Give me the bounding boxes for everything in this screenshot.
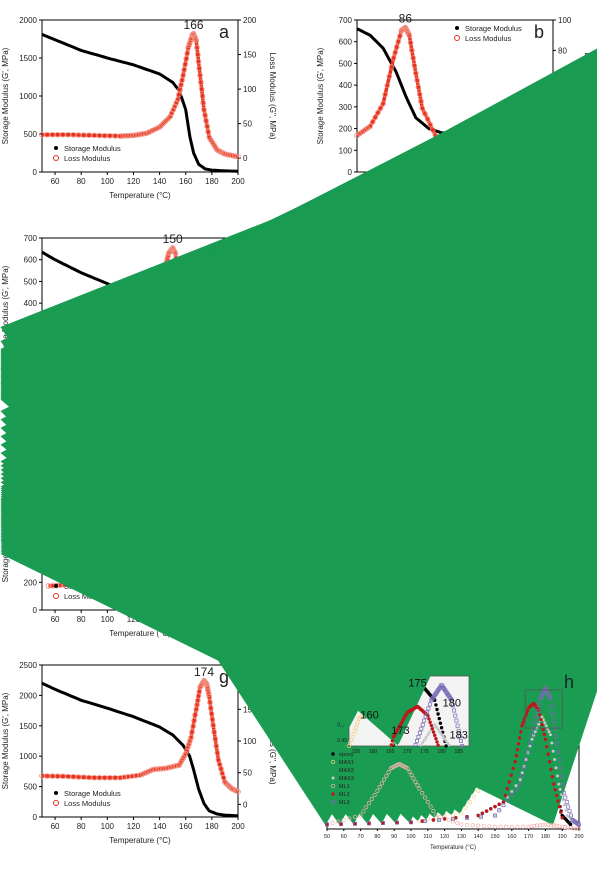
x-tick-label: 110 xyxy=(423,834,433,840)
x-tick-label: 60 xyxy=(340,834,347,840)
x-tick-label: 120 xyxy=(126,822,141,831)
data-point xyxy=(551,775,554,778)
y-left-tick-label: 1000 xyxy=(19,752,37,762)
inset-x-tick-label: 160 xyxy=(368,749,378,755)
x-tick-label: 180 xyxy=(205,822,219,831)
data-point xyxy=(539,718,542,721)
panel-h xyxy=(1,1,597,852)
data-point xyxy=(564,796,567,799)
data-point xyxy=(552,782,555,785)
y-left-axis-label: Storage Modulus (G', MPa) xyxy=(1,265,10,363)
y-right-tick-label: 150 xyxy=(243,50,257,60)
x-tick-label: 160 xyxy=(179,822,193,831)
x-tick-label: 170 xyxy=(524,834,534,840)
data-point xyxy=(557,783,560,786)
data-point xyxy=(443,817,446,820)
data-point xyxy=(427,717,430,720)
y-left-tick-label: 0 xyxy=(32,168,37,177)
data-point xyxy=(516,825,519,828)
data-point xyxy=(516,748,519,751)
inset-y-tick-label: 0.45 xyxy=(337,737,347,744)
legend-label-storage: Storage Modulus xyxy=(64,144,121,153)
legend-marker-storage xyxy=(455,26,459,30)
data-point xyxy=(515,754,518,757)
data-point xyxy=(331,792,334,795)
data-point xyxy=(537,723,540,726)
data-point xyxy=(471,824,474,827)
data-point xyxy=(494,814,497,817)
data-point xyxy=(525,758,528,761)
y-right-tick-label: 100 xyxy=(243,85,257,95)
peak-label: 166 xyxy=(183,17,204,32)
x-tick-label: 60 xyxy=(50,615,60,624)
data-point xyxy=(435,740,438,743)
data-point xyxy=(545,745,548,748)
y-left-axis-label: Storage Modulus (G', MPa) xyxy=(316,47,325,145)
data-point xyxy=(559,811,562,814)
legend-label: MAX3 xyxy=(339,776,354,782)
y-left-tick-label: 2000 xyxy=(19,16,37,25)
data-point xyxy=(569,823,572,826)
legend-label: MAX1 xyxy=(339,760,354,766)
data-point xyxy=(424,820,427,823)
inset-peak-label: 180 xyxy=(442,697,462,710)
x-tick-label: 120 xyxy=(126,177,141,186)
data-point xyxy=(521,825,524,828)
x-tick-label: 180 xyxy=(540,834,550,840)
legend-label-loss: Loss Modulus xyxy=(64,799,111,808)
y-left-tick-label: 600 xyxy=(23,255,37,265)
y-left-tick-label: 0 xyxy=(347,168,352,177)
data-point xyxy=(440,726,443,729)
data-point xyxy=(438,717,441,720)
data-point xyxy=(548,760,551,763)
data-point xyxy=(432,818,435,821)
data-point xyxy=(506,787,509,790)
legend-marker-loss xyxy=(54,594,59,599)
legend-label-storage: Storage Modulus xyxy=(64,789,121,798)
y-right-tick-label: 150 xyxy=(243,705,257,715)
data-point xyxy=(499,825,502,828)
y-left-tick-label: 2500 xyxy=(19,661,37,670)
data-point xyxy=(325,823,328,826)
x-tick-label: 80 xyxy=(76,177,86,186)
legend-label: epoxy xyxy=(339,752,354,758)
legend-label-loss: Loss Modulus xyxy=(64,592,111,601)
x-tick-label: 60 xyxy=(50,177,60,186)
data-point xyxy=(464,806,467,809)
y-left-tick-label: 100 xyxy=(338,146,352,156)
inset-x-tick-label: 180 xyxy=(437,749,446,755)
data-point xyxy=(508,780,511,783)
data-point xyxy=(563,804,566,807)
data-point xyxy=(537,708,540,711)
y-left-tick-label: 2000 xyxy=(19,691,37,701)
x-axis-label: Temperature (°C) xyxy=(109,836,171,845)
data-point xyxy=(505,825,508,828)
y-right-tick-label: 50 xyxy=(243,768,252,778)
data-point xyxy=(540,723,543,726)
inset-peak-label: 173 xyxy=(391,724,410,737)
x-tick-label: 80 xyxy=(76,615,86,624)
data-point xyxy=(568,810,571,813)
data-point xyxy=(561,816,564,819)
data-point xyxy=(434,703,437,706)
data-point xyxy=(547,753,550,756)
data-point xyxy=(493,825,496,828)
y-left-tick-label: 0 xyxy=(32,813,37,822)
legend-label-loss: Loss Modulus xyxy=(465,34,512,43)
data-point xyxy=(436,712,439,715)
inset-peak-label: 175 xyxy=(408,677,427,690)
data-point xyxy=(481,812,484,815)
y-left-tick-label: 400 xyxy=(338,81,352,91)
data-point xyxy=(421,741,424,744)
data-point xyxy=(549,733,552,736)
data-point xyxy=(521,721,524,724)
data-point xyxy=(488,825,491,828)
y-left-tick-label: 500 xyxy=(23,130,37,139)
data-point xyxy=(430,724,433,727)
y-right-axis-label: Loss Modulus (G'', MPa) xyxy=(268,52,277,140)
data-point xyxy=(420,744,423,747)
data-point xyxy=(552,750,555,753)
data-point xyxy=(519,730,522,733)
x-tick-label: 190 xyxy=(557,834,567,840)
legend-label: ML2 xyxy=(339,792,350,798)
x-tick-label: 50 xyxy=(323,834,331,840)
data-point xyxy=(517,742,520,745)
data-point xyxy=(434,737,437,740)
data-point xyxy=(529,745,532,748)
data-point xyxy=(504,794,507,797)
data-point xyxy=(432,730,435,733)
legend-label: ML3 xyxy=(339,800,350,806)
data-point xyxy=(480,815,483,818)
data-point xyxy=(435,708,438,711)
data-point xyxy=(477,824,480,827)
data-point xyxy=(520,724,523,727)
data-point xyxy=(515,784,518,787)
y-left-tick-label: 400 xyxy=(23,299,37,309)
data-point xyxy=(538,713,541,716)
data-point xyxy=(439,722,442,725)
x-axis-label: Temperature (°C) xyxy=(109,629,171,638)
data-point xyxy=(428,721,431,724)
data-point xyxy=(553,758,556,761)
data-point xyxy=(428,731,431,734)
y-right-tick-label: 100 xyxy=(558,16,572,25)
x-tick-label: 100 xyxy=(406,834,416,840)
x-tick-label: 120 xyxy=(440,834,450,840)
data-point xyxy=(367,822,370,825)
x-tick-label: 200 xyxy=(574,834,584,840)
data-point xyxy=(444,744,447,747)
x-tick-label: 150 xyxy=(490,834,500,840)
legend-label-loss: Loss Modulus xyxy=(64,154,111,163)
data-point xyxy=(519,778,522,781)
data-point xyxy=(510,790,513,793)
y-left-tick-label: 1500 xyxy=(19,721,37,731)
inset-x-tick-label: 155 xyxy=(351,749,361,755)
y-right-tick-label: 50 xyxy=(243,119,252,129)
data-point xyxy=(431,727,434,730)
data-point xyxy=(565,801,568,804)
data-point xyxy=(390,743,393,746)
y-left-tick-label: 1500 xyxy=(19,54,37,63)
x-tick-label: 180 xyxy=(205,177,219,186)
data-point xyxy=(514,760,517,763)
y-left-tick-label: 1000 xyxy=(19,92,37,101)
data-point xyxy=(512,767,515,770)
x-tick-label: 160 xyxy=(507,834,517,840)
data-point xyxy=(543,733,546,736)
y-left-tick-label: 300 xyxy=(338,102,352,112)
legend-marker-loss xyxy=(455,36,460,41)
x-tick-label: 60 xyxy=(50,822,60,831)
data-point xyxy=(468,800,471,803)
x-tick-label: 160 xyxy=(179,177,193,186)
panel-g xyxy=(1,661,277,845)
data-point xyxy=(544,738,547,741)
data-point xyxy=(559,788,562,791)
x-tick-label: 100 xyxy=(100,615,115,624)
peak-label: 174 xyxy=(194,664,215,679)
inset-y-tick-label: 0.50 xyxy=(337,722,347,729)
data-point xyxy=(472,795,475,798)
x-axis-label: Temperature (°C) xyxy=(109,191,171,200)
x-tick-label: 140 xyxy=(152,177,167,186)
data-point xyxy=(436,744,439,747)
data-point xyxy=(526,709,529,712)
x-tick-label: 140 xyxy=(473,834,483,840)
data-point xyxy=(555,794,558,797)
inset-x-tick-label: 165 xyxy=(385,749,395,755)
data-point xyxy=(564,809,567,812)
data-point xyxy=(456,821,459,824)
data-point xyxy=(465,823,468,826)
inset-x-tick-label: 185 xyxy=(454,749,463,755)
data-point xyxy=(447,818,450,821)
legend-label-storage: Storage Modulus xyxy=(465,24,522,33)
x-tick-label: 100 xyxy=(100,177,115,186)
data-point xyxy=(381,821,384,824)
data-point xyxy=(395,821,398,824)
series-loss-modulus xyxy=(40,31,241,159)
y-left-tick-label: 500 xyxy=(23,782,37,792)
legend xyxy=(54,144,121,163)
legend-marker-loss xyxy=(54,156,59,161)
x-tick-label: 80 xyxy=(374,834,381,840)
legend-marker-storage xyxy=(54,791,58,795)
x-tick-label: 130 xyxy=(456,834,466,840)
y-left-tick-label: 0 xyxy=(32,606,37,615)
data-point xyxy=(493,805,496,808)
legend-label: MAX2 xyxy=(339,768,354,774)
data-point xyxy=(545,724,548,727)
x-tick-label: 80 xyxy=(76,822,86,831)
x-tick-label: 70 xyxy=(357,834,364,840)
x-tick-label: 140 xyxy=(152,822,167,831)
data-point xyxy=(510,825,513,828)
data-point xyxy=(448,744,451,747)
data-point xyxy=(331,821,334,824)
data-point xyxy=(534,730,537,733)
x-tick-label: 100 xyxy=(100,822,115,831)
data-point xyxy=(409,821,412,824)
panel-letter: g xyxy=(218,667,230,687)
legend-label: ML1 xyxy=(339,784,350,790)
x-tick-label: 120 xyxy=(126,615,141,624)
y-left-tick-label: 200 xyxy=(23,578,37,588)
panel-letter: h xyxy=(563,672,575,692)
panel-letter: b xyxy=(533,22,545,42)
data-point xyxy=(550,742,553,745)
x-axis-label: Temperature (°C) xyxy=(429,845,477,851)
data-point xyxy=(489,807,492,810)
y-left-tick-label: 500 xyxy=(23,277,37,287)
data-point xyxy=(531,738,534,741)
data-point xyxy=(518,736,521,739)
data-point xyxy=(423,738,426,741)
y-right-tick-label: 200 xyxy=(243,16,257,25)
data-point xyxy=(558,805,561,808)
legend xyxy=(54,789,121,808)
inset-x-tick-label: 170 xyxy=(403,749,412,755)
inset-peak-label: 183 xyxy=(449,729,468,742)
y-left-tick-label: 600 xyxy=(338,37,352,47)
y-left-tick-label: 700 xyxy=(338,16,352,25)
data-point xyxy=(332,777,335,780)
inset-peak-label: 160 xyxy=(360,709,379,722)
y-left-tick-label: 200 xyxy=(338,124,352,134)
peak-label: 86 xyxy=(398,11,413,26)
data-point xyxy=(498,803,501,806)
data-point xyxy=(554,788,557,791)
legend-marker-storage xyxy=(54,146,58,150)
data-point xyxy=(465,815,468,818)
data-point xyxy=(353,822,356,825)
data-point xyxy=(342,818,345,821)
data-point xyxy=(510,774,513,777)
x-tick-label: 200 xyxy=(231,177,245,186)
legend xyxy=(455,24,522,43)
y-right-tick-label: 100 xyxy=(243,737,257,746)
data-point xyxy=(425,736,428,739)
data-point xyxy=(331,752,334,755)
y-left-axis-label: Storage Modulus (G', MPa) xyxy=(1,47,10,145)
legend-marker-loss xyxy=(54,801,59,806)
data-point xyxy=(556,799,559,802)
x-tick-label: 90 xyxy=(391,834,398,840)
data-point xyxy=(391,739,394,742)
peak-label: 150 xyxy=(162,232,183,247)
data-point xyxy=(567,805,570,808)
data-point xyxy=(485,809,488,812)
legend-marker-storage xyxy=(54,584,58,588)
y-right-tick-label: 0 xyxy=(243,154,248,164)
data-point xyxy=(482,824,485,827)
data-point xyxy=(426,733,429,736)
y-right-tick-label: 0 xyxy=(243,800,248,810)
data-point xyxy=(433,734,436,737)
data-point xyxy=(477,789,480,792)
inset-x-tick-label: 175 xyxy=(420,749,429,755)
data-point xyxy=(549,768,552,771)
data-point xyxy=(339,822,342,825)
y-right-tick-label: 80 xyxy=(558,46,567,56)
x-tick-label: 200 xyxy=(231,822,245,831)
panel-letter: a xyxy=(218,22,230,42)
y-left-axis-label: Storage Modulus (G', MPa) xyxy=(1,692,10,790)
data-point xyxy=(543,721,546,724)
y-left-tick-label: 500 xyxy=(338,59,352,69)
data-point xyxy=(548,730,551,733)
data-point xyxy=(555,766,558,769)
data-point xyxy=(556,774,559,777)
data-point xyxy=(460,823,463,826)
panel-a xyxy=(1,16,277,200)
y-left-tick-label: 700 xyxy=(23,234,37,243)
